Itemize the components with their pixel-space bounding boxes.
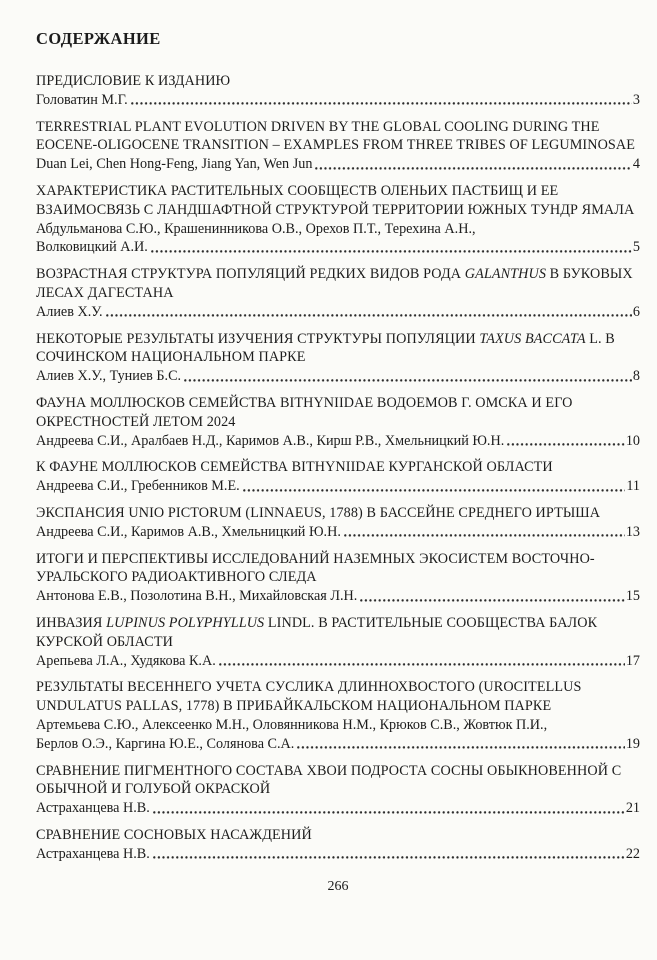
entry-authors: Головатин М.Г. bbox=[36, 91, 128, 108]
toc-entry bbox=[36, 458, 640, 496]
entry-title bbox=[36, 458, 640, 477]
entry-authors: Абдульманова С.Ю., Крашенинникова О.В., Орехов П.Т., Терехина А.Н., bbox=[36, 220, 476, 237]
toc-entry bbox=[36, 182, 640, 257]
entry-authors-line bbox=[36, 155, 640, 174]
entry-title-text: СРАВНЕНИЕ ПИГМЕНТНОГО СОСТАВА ХВОИ ПОДРОСТА СОСНЫ ОБЫКНОВЕННОЙ С ОБЫЧНОЙ И ГОЛУБОЙ ОКРАСКОЙ bbox=[36, 762, 622, 798]
entry-title-text: ЭКСПАНСИЯ UNIO PICTORUM (LINNAEUS, 1788) В БАССЕЙНЕ СРЕДНЕГО ИРТЫША bbox=[36, 504, 601, 521]
entry-title-text: РЕЗУЛЬТАТЫ ВЕСЕННЕГО УЧЕТА СУСЛИКА ДЛИННОХВОСТОГО (UROCITELLUS UNDULATUS PALLAS, 1778) В ПРИБАЙКАЛЬСКОМ НАЦИОНАЛЬНОМ ПАРКЕ bbox=[36, 679, 582, 715]
entry-title-text: TERRESTRIAL PLANT EVOLUTION DRIVEN BY THE GLOBAL COOLING DURING THE EOCENE-OLIGOCENE TRANSITION – EXAMPLES FROM THREE TRIBES OF LEGUMINOSAE bbox=[36, 118, 636, 154]
dot-leader bbox=[507, 432, 625, 451]
dot-leader bbox=[243, 477, 626, 496]
entry-authors: Арепьева Л.А., Худякова К.А. bbox=[36, 652, 216, 669]
entry-authors-line bbox=[36, 845, 640, 864]
toc-entry bbox=[36, 72, 640, 110]
entry-title-taxon-italic: TAXUS BACCATA bbox=[479, 330, 586, 347]
entry-title-text: ФАУНА МОЛЛЮСКОВ СЕМЕЙСТВА BITHYNIIDAE ВОДОЕМОВ Г. ОМСКА И ЕГО ОКРЕСТНОСТЕЙ ЛЕТОМ 2024 bbox=[36, 394, 573, 430]
toc-entry bbox=[36, 330, 640, 386]
entry-title bbox=[36, 762, 640, 800]
entry-authors-line bbox=[36, 477, 640, 496]
dot-leader bbox=[344, 523, 625, 542]
entry-authors-line bbox=[36, 799, 640, 818]
entry-authors: Duan Lei, Chen Hong-Feng, Jiang Yan, Wen Jun bbox=[36, 156, 313, 173]
entry-title-taxon-italic: LUPINUS POLYPHYLLUS bbox=[106, 614, 265, 631]
dot-leader bbox=[106, 303, 632, 322]
entry-authors-line bbox=[36, 523, 640, 542]
toc-entry bbox=[36, 826, 640, 864]
toc-entry-list bbox=[36, 72, 640, 863]
entry-authors: Артемьева С.Ю., Алексеенко М.Н., Оловянникова Н.М., Крюков С.В., Жовтюк П.И., bbox=[36, 716, 548, 733]
entry-page-number: 8 bbox=[632, 368, 640, 385]
entry-page-number: 19 bbox=[625, 735, 640, 752]
toc-entry bbox=[36, 678, 640, 753]
entry-title-text: LINDL. В РАСТИТЕЛЬНЫЕ СООБЩЕСТВА БАЛОК КУРСКОЙ ОБЛАСТИ bbox=[36, 614, 598, 650]
toc-entry bbox=[36, 762, 640, 818]
entry-page-number: 6 bbox=[632, 303, 640, 320]
entry-authors-line bbox=[36, 238, 640, 257]
entry-page-number: 13 bbox=[625, 523, 640, 540]
toc-entry bbox=[36, 614, 640, 670]
entry-authors: Антонова Е.В., Позолотина В.Н., Михайловская Л.Н. bbox=[36, 588, 358, 605]
entry-page-number: 21 bbox=[625, 800, 640, 817]
entry-title-text: ВОЗРАСТНАЯ СТРУКТУРА ПОПУЛЯЦИЙ РЕДКИХ ВИДОВ РОДА bbox=[36, 266, 465, 283]
toc-entry bbox=[36, 550, 640, 606]
dot-leader bbox=[131, 91, 632, 110]
entry-title bbox=[36, 182, 640, 220]
entry-page-number: 22 bbox=[625, 845, 640, 862]
entry-title bbox=[36, 678, 640, 716]
entry-authors: Алиев Х.У., Туниев Б.С. bbox=[36, 368, 182, 385]
entry-authors: Андреева С.И., Гребенников М.Е. bbox=[36, 478, 240, 495]
entry-title-taxon-italic: GALANTHUS bbox=[464, 266, 547, 283]
entry-title-text: ПРЕДИСЛОВИЕ К ИЗДАНИЮ bbox=[36, 73, 231, 89]
dot-leader bbox=[315, 155, 631, 174]
entry-authors: Волковицкий А.И. bbox=[36, 239, 148, 256]
dot-leader bbox=[360, 587, 625, 606]
entry-page-number: 4 bbox=[632, 156, 640, 173]
entry-title bbox=[36, 550, 640, 588]
entry-page-number: 11 bbox=[626, 478, 640, 495]
entry-page-number: 10 bbox=[625, 432, 640, 449]
entry-title-text: ХАРАКТЕРИСТИКА РАСТИТЕЛЬНЫХ СООБЩЕСТВ ОЛЕНЬИХ ПАСТБИЩ И ЕЕ ВЗАИМОСВЯЗЬ С ЛАНДШАФТНОЙ СТРУКТУРОЙ ТЕРРИТОРИИ ЮЖНЫХ ТУНДР ЯМАЛА bbox=[36, 182, 635, 218]
toc-entry bbox=[36, 265, 640, 321]
entry-authors: Берлов О.Э., Каргина Ю.Е., Солянова С.А. bbox=[36, 735, 295, 752]
entry-authors-line bbox=[36, 220, 640, 239]
entry-title bbox=[36, 394, 640, 432]
entry-authors-line bbox=[36, 587, 640, 606]
entry-authors-line bbox=[36, 716, 640, 735]
entry-authors: Алиев Х.У. bbox=[36, 303, 103, 320]
entry-authors: Андреева С.И., Аралбаев Н.Д., Каримов А.В., Кирш Р.В., Хмельницкий Ю.Н. bbox=[36, 432, 505, 449]
entry-authors-line bbox=[36, 303, 640, 322]
entry-page-number: 17 bbox=[625, 652, 640, 669]
entry-title bbox=[36, 265, 640, 303]
toc-entry bbox=[36, 504, 640, 542]
entry-authors: Андреева С.И., Каримов А.В., Хмельницкий Ю.Н. bbox=[36, 523, 341, 540]
entry-title-text: ИТОГИ И ПЕРСПЕКТИВЫ ИССЛЕДОВАНИЙ НАЗЕМНЫХ ЭКОСИСТЕМ ВОСТОЧНО-УРАЛЬСКОГО РАДИОАКТИВНОГО СЛЕДА bbox=[36, 550, 595, 586]
entry-title bbox=[36, 118, 640, 156]
entry-title-text: К ФАУНЕ МОЛЛЮСКОВ СЕМЕЙСТВА BITHYNIIDAE КУРГАНСКОЙ ОБЛАСТИ bbox=[36, 459, 553, 476]
entry-authors-line bbox=[36, 652, 640, 671]
entry-authors: Астраханцева Н.В. bbox=[36, 800, 150, 817]
dot-leader bbox=[153, 799, 625, 818]
entry-authors-line bbox=[36, 367, 640, 386]
entry-authors-line bbox=[36, 91, 640, 110]
entry-authors-line bbox=[36, 735, 640, 754]
entry-page-number: 5 bbox=[632, 239, 640, 256]
entry-page-number: 3 bbox=[632, 91, 640, 108]
entry-title bbox=[36, 504, 640, 523]
dot-leader bbox=[153, 845, 625, 864]
entry-title-text: СРАВНЕНИЕ СОСНОВЫХ НАСАЖДЕНИЙ bbox=[36, 826, 312, 843]
dot-leader bbox=[151, 238, 632, 257]
toc-entry bbox=[36, 394, 640, 450]
entry-title bbox=[36, 614, 640, 652]
page-title: СОДЕРЖАНИЕ bbox=[36, 29, 161, 48]
entry-title bbox=[36, 72, 640, 91]
toc-entry bbox=[36, 118, 640, 174]
entry-title-text: В БУКОВЫХ ЛЕСАХ ДАГЕСТАНА bbox=[36, 266, 633, 301]
entry-title bbox=[36, 826, 640, 845]
entry-title-text: НЕКОТОРЫЕ РЕЗУЛЬТАТЫ ИЗУЧЕНИЯ СТРУКТУРЫ ПОПУЛЯЦИИ bbox=[36, 330, 480, 347]
entry-title-text: ИНВАЗИЯ bbox=[36, 614, 107, 631]
entry-title-text: L. В СОЧИНСКОМ НАЦИОНАЛЬНОМ ПАРКЕ bbox=[36, 330, 615, 366]
dot-leader bbox=[184, 367, 632, 386]
folio-page-number: 266 bbox=[327, 879, 349, 895]
entry-authors-line bbox=[36, 432, 640, 451]
dot-leader bbox=[297, 735, 624, 754]
entry-page-number: 15 bbox=[625, 588, 640, 605]
dot-leader bbox=[219, 652, 625, 671]
entry-title bbox=[36, 330, 640, 368]
entry-authors: Астраханцева Н.В. bbox=[36, 845, 150, 862]
